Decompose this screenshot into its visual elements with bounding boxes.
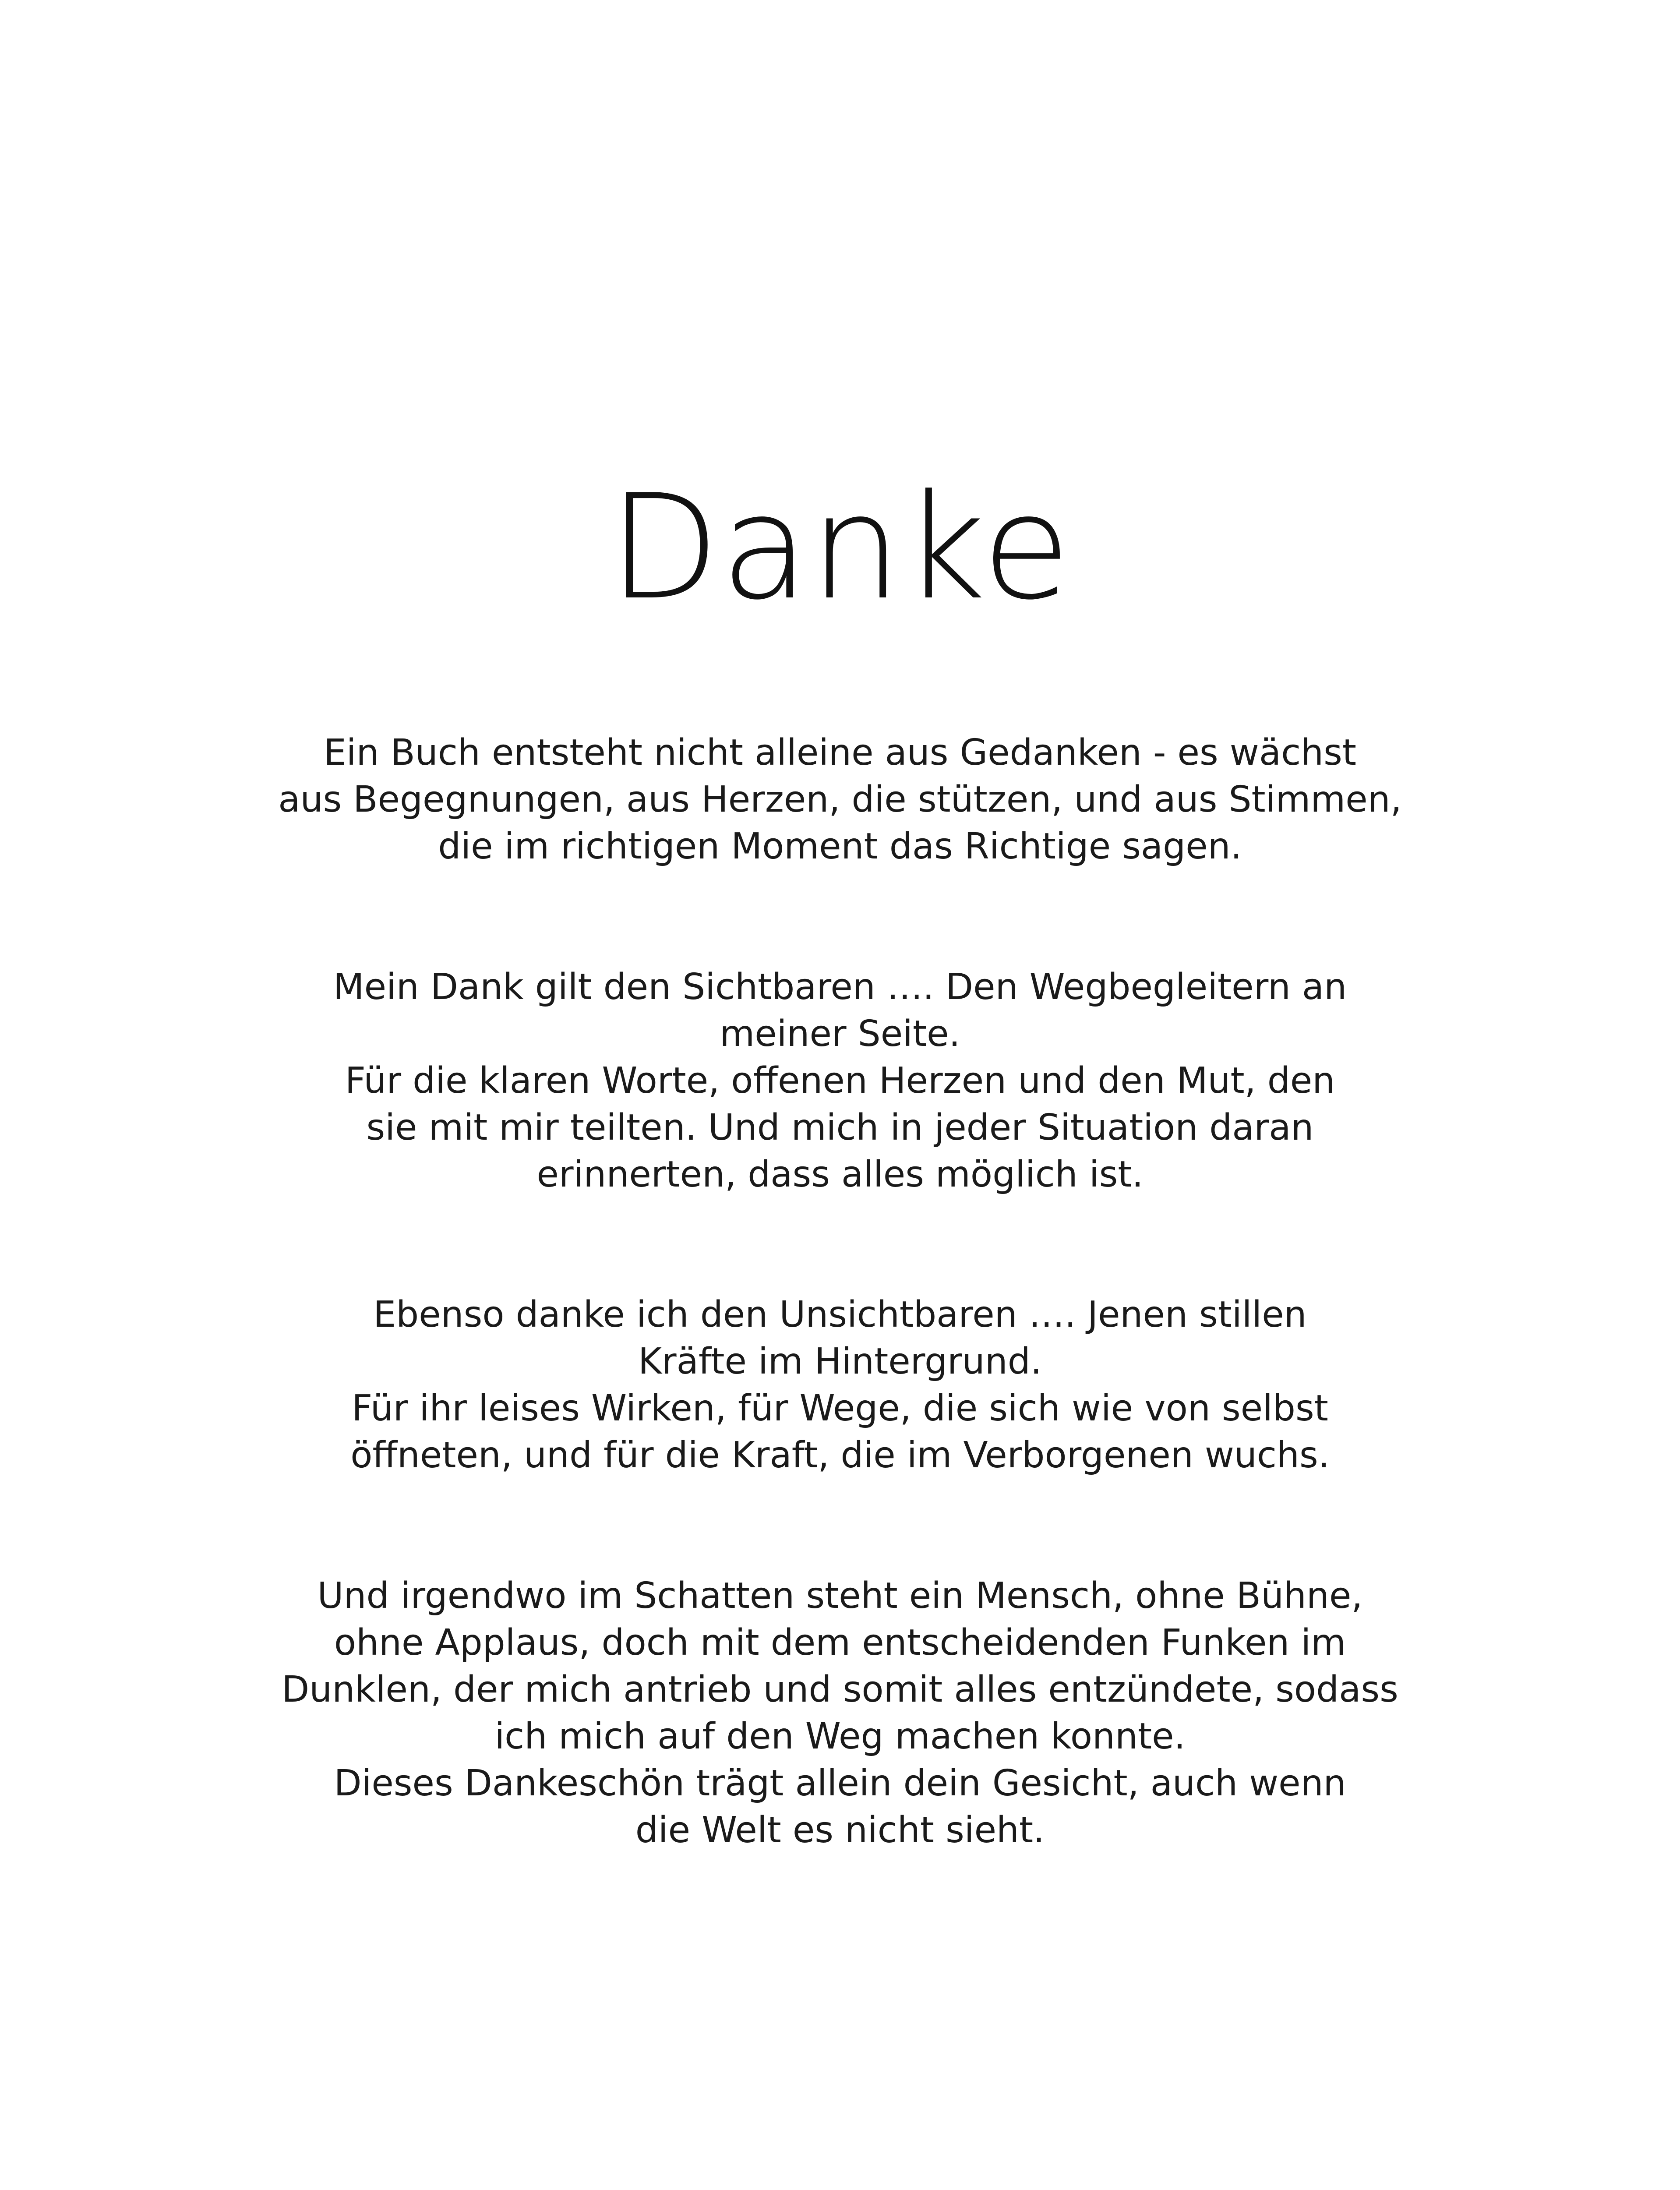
paragraph-4-line-3: Dunklen, der mich antrieb und somit alles entzündete, sodass	[282, 1669, 1398, 1710]
paragraph-3-line-1: Ebenso danke ich den Unsichtbaren …. Jenen stillen	[373, 1294, 1307, 1335]
paragraph-1-line-2: aus Begegnungen, aus Herzen, die stützen, und aus Stimmen,	[278, 779, 1402, 820]
paragraph-4-line-1: Und irgendwo im Schatten steht ein Mensch, ohne Bühne,	[317, 1575, 1363, 1617]
paragraph-3-line-2: Kräfte im Hintergrund.	[638, 1341, 1042, 1382]
paragraph-1-line-1: Ein Buch entsteht nicht alleine aus Gedanken - es wächst	[323, 732, 1357, 774]
paragraph-4-line-4: ich mich auf den Weg machen konnte.	[494, 1716, 1186, 1757]
paragraph-2-line-4: sie mit mir teilten. Und mich in jeder Situation daran	[366, 1107, 1314, 1148]
paragraph-1-line-3: die im richtigen Moment das Richtige sagen.	[438, 826, 1242, 867]
paragraph-4-line-2: ohne Applaus, doch mit dem entscheidenden Funken im	[334, 1622, 1346, 1664]
page-title: Danke	[608, 463, 1072, 632]
paragraph-4-line-5: Dieses Dankeschön trägt allein dein Gesicht, auch wenn	[334, 1763, 1346, 1804]
paragraph-2-line-2: meiner Seite.	[720, 1013, 960, 1055]
paragraph-4-line-6: die Welt es nicht sieht.	[635, 1809, 1045, 1851]
paragraph-2-line-3: Für die klaren Worte, offenen Herzen und den Mut, den	[345, 1060, 1335, 1102]
paragraph-2-line-1: Mein Dank gilt den Sichtbaren …. Den Wegbegleitern an	[333, 966, 1347, 1008]
paragraph-3-line-3: Für ihr leises Wirken, für Wege, die sich wie von selbst	[352, 1388, 1328, 1429]
paragraph-2-line-5: erinnerten, dass alles möglich ist.	[536, 1154, 1144, 1195]
paragraph-3-line-4: öffneten, und für die Kraft, die im Verborgenen wuchs.	[350, 1434, 1330, 1476]
